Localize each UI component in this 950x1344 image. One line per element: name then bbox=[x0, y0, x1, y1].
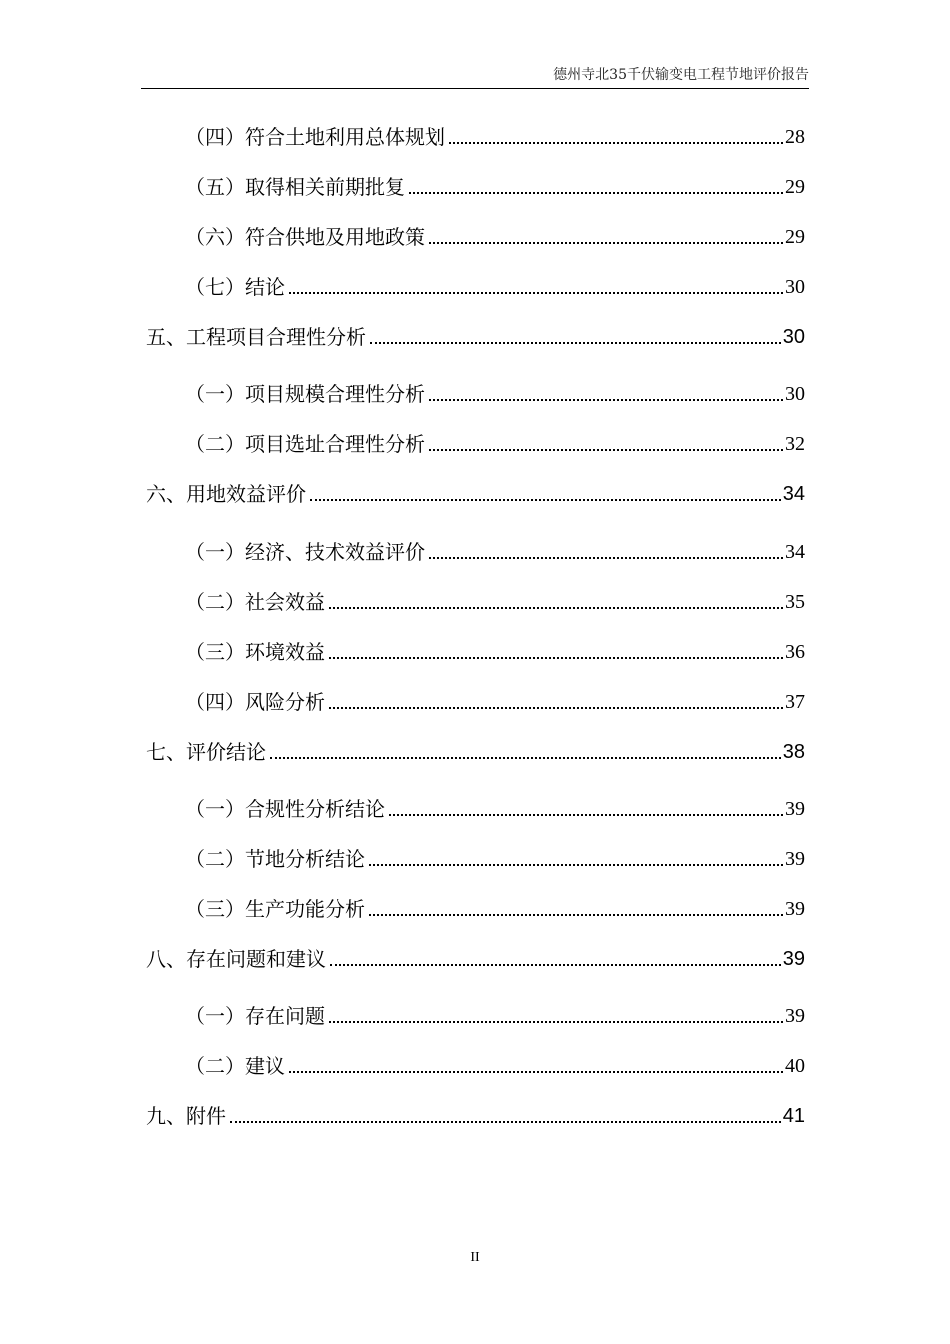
toc-leader-dots bbox=[329, 707, 783, 709]
toc-leader-dots bbox=[409, 192, 783, 194]
toc-entry[interactable] bbox=[185, 892, 805, 922]
toc-entry[interactable] bbox=[185, 792, 805, 822]
toc-entry-title: （二）节地分析结论 bbox=[185, 847, 365, 871]
toc-entry-page: 35 bbox=[785, 591, 805, 613]
toc-entry-title: （一）项目规模合理性分析 bbox=[185, 382, 425, 406]
toc-leader-dots bbox=[289, 292, 783, 294]
toc-entry[interactable] bbox=[185, 1049, 805, 1079]
toc-entry[interactable] bbox=[146, 320, 805, 350]
toc-entry-title: （一）经济、技术效益评价 bbox=[185, 540, 425, 564]
toc-entry-page: 39 bbox=[785, 848, 805, 870]
toc-entry-title: （一）合规性分析结论 bbox=[185, 797, 385, 821]
toc-entry[interactable] bbox=[146, 1099, 805, 1129]
toc-entry-page: 29 bbox=[785, 226, 805, 248]
toc-leader-dots bbox=[369, 914, 783, 916]
page-number: II bbox=[470, 1250, 480, 1265]
toc-entry-page: 30 bbox=[782, 326, 805, 348]
toc-entry-title: （六）符合供地及用地政策 bbox=[185, 225, 425, 249]
toc-entry-page: 39 bbox=[782, 948, 805, 970]
toc-entry-title: （四）符合土地利用总体规划 bbox=[185, 125, 445, 149]
toc-entry[interactable] bbox=[185, 170, 805, 200]
toc-entry-title: 八、存在问题和建议 bbox=[146, 947, 326, 971]
toc-entry-title: （二）建议 bbox=[185, 1054, 285, 1078]
toc-entry-page: 30 bbox=[785, 276, 805, 298]
toc-leader-dots bbox=[389, 814, 783, 816]
toc-entry-title: 六、用地效益评价 bbox=[146, 482, 306, 506]
toc-entry-page: 41 bbox=[782, 1105, 805, 1127]
toc-leader-dots bbox=[429, 449, 783, 451]
toc-entry[interactable] bbox=[185, 270, 805, 300]
toc-entry-page: 39 bbox=[785, 1005, 805, 1027]
toc-entry-page: 39 bbox=[785, 898, 805, 920]
toc-leader-dots bbox=[370, 342, 781, 344]
toc-entry-title: （三）生产功能分析 bbox=[185, 897, 365, 921]
toc-leader-dots bbox=[289, 1071, 783, 1073]
toc-entry-page: 30 bbox=[785, 383, 805, 405]
toc-leader-dots bbox=[369, 864, 783, 866]
toc-entry[interactable] bbox=[185, 120, 805, 150]
toc-leader-dots bbox=[429, 399, 783, 401]
toc-entry-title: 九、附件 bbox=[146, 1104, 226, 1128]
toc-leader-dots bbox=[429, 557, 783, 559]
toc-entry-page: 38 bbox=[782, 741, 805, 763]
toc-entry[interactable] bbox=[146, 942, 805, 972]
toc-leader-dots bbox=[449, 142, 783, 144]
toc-entry-page: 32 bbox=[785, 433, 805, 455]
toc-leader-dots bbox=[330, 964, 781, 966]
toc-entry[interactable] bbox=[185, 535, 805, 565]
toc-entry[interactable] bbox=[185, 999, 805, 1029]
toc-entry-title: （二）社会效益 bbox=[185, 590, 325, 614]
toc-leader-dots bbox=[310, 499, 781, 501]
toc-entry[interactable] bbox=[185, 427, 805, 457]
toc-entry-page: 28 bbox=[785, 126, 805, 148]
toc-entry-page: 34 bbox=[782, 483, 805, 505]
toc-leader-dots bbox=[329, 657, 783, 659]
toc-entry[interactable] bbox=[146, 735, 805, 765]
toc-entry-page: 40 bbox=[785, 1055, 805, 1077]
toc-leader-dots bbox=[429, 242, 783, 244]
document-title: 德州寺北35千伏输变电工程节地评价报告 bbox=[553, 67, 809, 83]
toc-leader-dots bbox=[270, 757, 781, 759]
toc-entry-title: （三）环境效益 bbox=[185, 640, 325, 664]
toc-entry-title: （七）结论 bbox=[185, 275, 285, 299]
toc-entry-page: 37 bbox=[785, 691, 805, 713]
toc-entry-title: 七、评价结论 bbox=[146, 740, 266, 764]
toc-leader-dots bbox=[230, 1121, 781, 1123]
toc-entry-title: （二）项目选址合理性分析 bbox=[185, 432, 425, 456]
toc-leader-dots bbox=[329, 1021, 783, 1023]
toc-entry[interactable] bbox=[185, 685, 805, 715]
toc-entry-title: （四）风险分析 bbox=[185, 690, 325, 714]
toc-entry-title: （一）存在问题 bbox=[185, 1004, 325, 1028]
toc-entry[interactable] bbox=[185, 220, 805, 250]
toc-entry[interactable] bbox=[185, 377, 805, 407]
toc-leader-dots bbox=[329, 607, 783, 609]
toc-entry-title: 五、工程项目合理性分析 bbox=[146, 325, 366, 349]
toc-entry[interactable] bbox=[185, 635, 805, 665]
toc-entry-page: 34 bbox=[785, 541, 805, 563]
toc-entry[interactable] bbox=[146, 477, 805, 507]
toc-entry[interactable] bbox=[185, 585, 805, 615]
toc-entry-page: 39 bbox=[785, 798, 805, 820]
toc-entry-page: 36 bbox=[785, 641, 805, 663]
toc-entry-title: （五）取得相关前期批复 bbox=[185, 175, 405, 199]
toc-entry-page: 29 bbox=[785, 176, 805, 198]
toc-entry[interactable] bbox=[185, 842, 805, 872]
